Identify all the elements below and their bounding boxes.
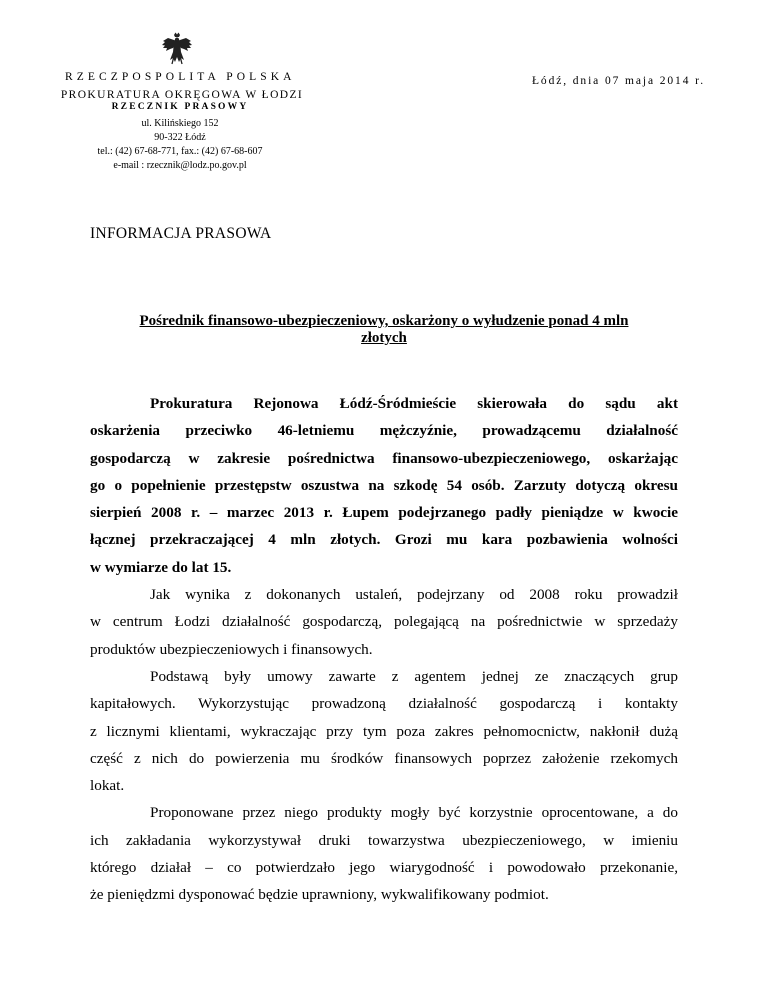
- press-release-body: [90, 390, 678, 909]
- body-line: go o popełnienie przestępstw oszustwa na szkodę 54 osób. Zarzuty dotyczą okresu: [90, 476, 678, 494]
- body-line: w centrum Łodzi działalność gospodarczą, polegającą na pośrednictwie w sprzedaży: [90, 613, 678, 631]
- body-line: sierpień 2008 r. – marzec 2013 r. Łupem podejrzanego padły pieniądze w kwocie: [90, 504, 678, 522]
- body-line: łącznej przekraczającej 4 mln złotych. Grozi mu kara pozbawienia wolności: [90, 531, 678, 549]
- title-line: Pośrednik finansowo-ubezpieczeniowy, oskarżony o wyłudzenie ponad 4 mln: [139, 313, 629, 329]
- body-line: kapitałowych. Wykorzystując prowadzoną działalność gospodarczą i kontakty: [90, 695, 678, 713]
- header-postcode: 90-322 Łódź: [154, 132, 206, 143]
- header-department: RZECZNIK PRASOWY: [111, 102, 249, 112]
- header-email: e-mail : rzecznik@lodz.po.gov.pl: [113, 160, 247, 171]
- body-line: oskarżenia przeciwko 46-letniemu mężczyźnie, prowadzącemu działalność: [90, 422, 678, 440]
- body-line: ich zakładania wykorzystywał druki towarzystwa ubezpieczeniowego, w imieniu: [90, 831, 678, 849]
- header-phone: tel.: (42) 67-68-771, fax.: (42) 67-68-607: [97, 146, 263, 157]
- body-line: gospodarczą w zakresie pośrednictwa finansowo-ubezpieczeniowego, oskarżając: [90, 449, 678, 467]
- header-office: PROKURATURA OKRĘGOWA W ŁODZI: [60, 89, 304, 101]
- body-line: w wymiarze do lat 15.: [90, 558, 232, 576]
- polish-eagle-emblem-icon: [160, 32, 194, 66]
- document-date: Łódź, dnia 07 maja 2014 r.: [532, 75, 705, 87]
- document-type: INFORMACJA PRASOWA: [90, 225, 272, 242]
- body-line: Podstawą były umowy zawarte z agentem jednej ze znaczących grup: [150, 667, 678, 685]
- body-line: produktów ubezpieczeniowych i finansowych.: [90, 640, 373, 658]
- body-line: Jak wynika z dokonanych ustaleń, podejrzany od 2008 roku prowadził: [150, 586, 678, 604]
- body-line: część z nich do powierzenia mu środków finansowych poprzez założenie rzekomych: [90, 749, 678, 767]
- header-country: RZECZPOSPOLITA POLSKA: [65, 71, 296, 83]
- body-line: lokat.: [90, 777, 125, 795]
- body-line: że pieniędzmi dysponować będzie uprawniony, wykwalifikowany podmiot.: [90, 886, 549, 904]
- body-line: którego działał – co potwierdzało jego wiarygodność i powodowało przekonanie,: [90, 859, 678, 877]
- body-line: Proponowane przez niego produkty mogły być korzystnie oprocentowane, a do: [150, 804, 678, 822]
- press-release-title: [100, 313, 668, 347]
- title-line: złotych: [361, 330, 407, 346]
- body-line: z licznymi klientami, wykraczając przy tym poza zakres pełnomocnictw, nakłonił dużą: [90, 722, 678, 740]
- body-line: Prokuratura Rejonowa Łódź-Śródmieście skierowała do sądu akt: [150, 395, 678, 412]
- header-street: ul. Kilińskiego 152: [141, 118, 219, 129]
